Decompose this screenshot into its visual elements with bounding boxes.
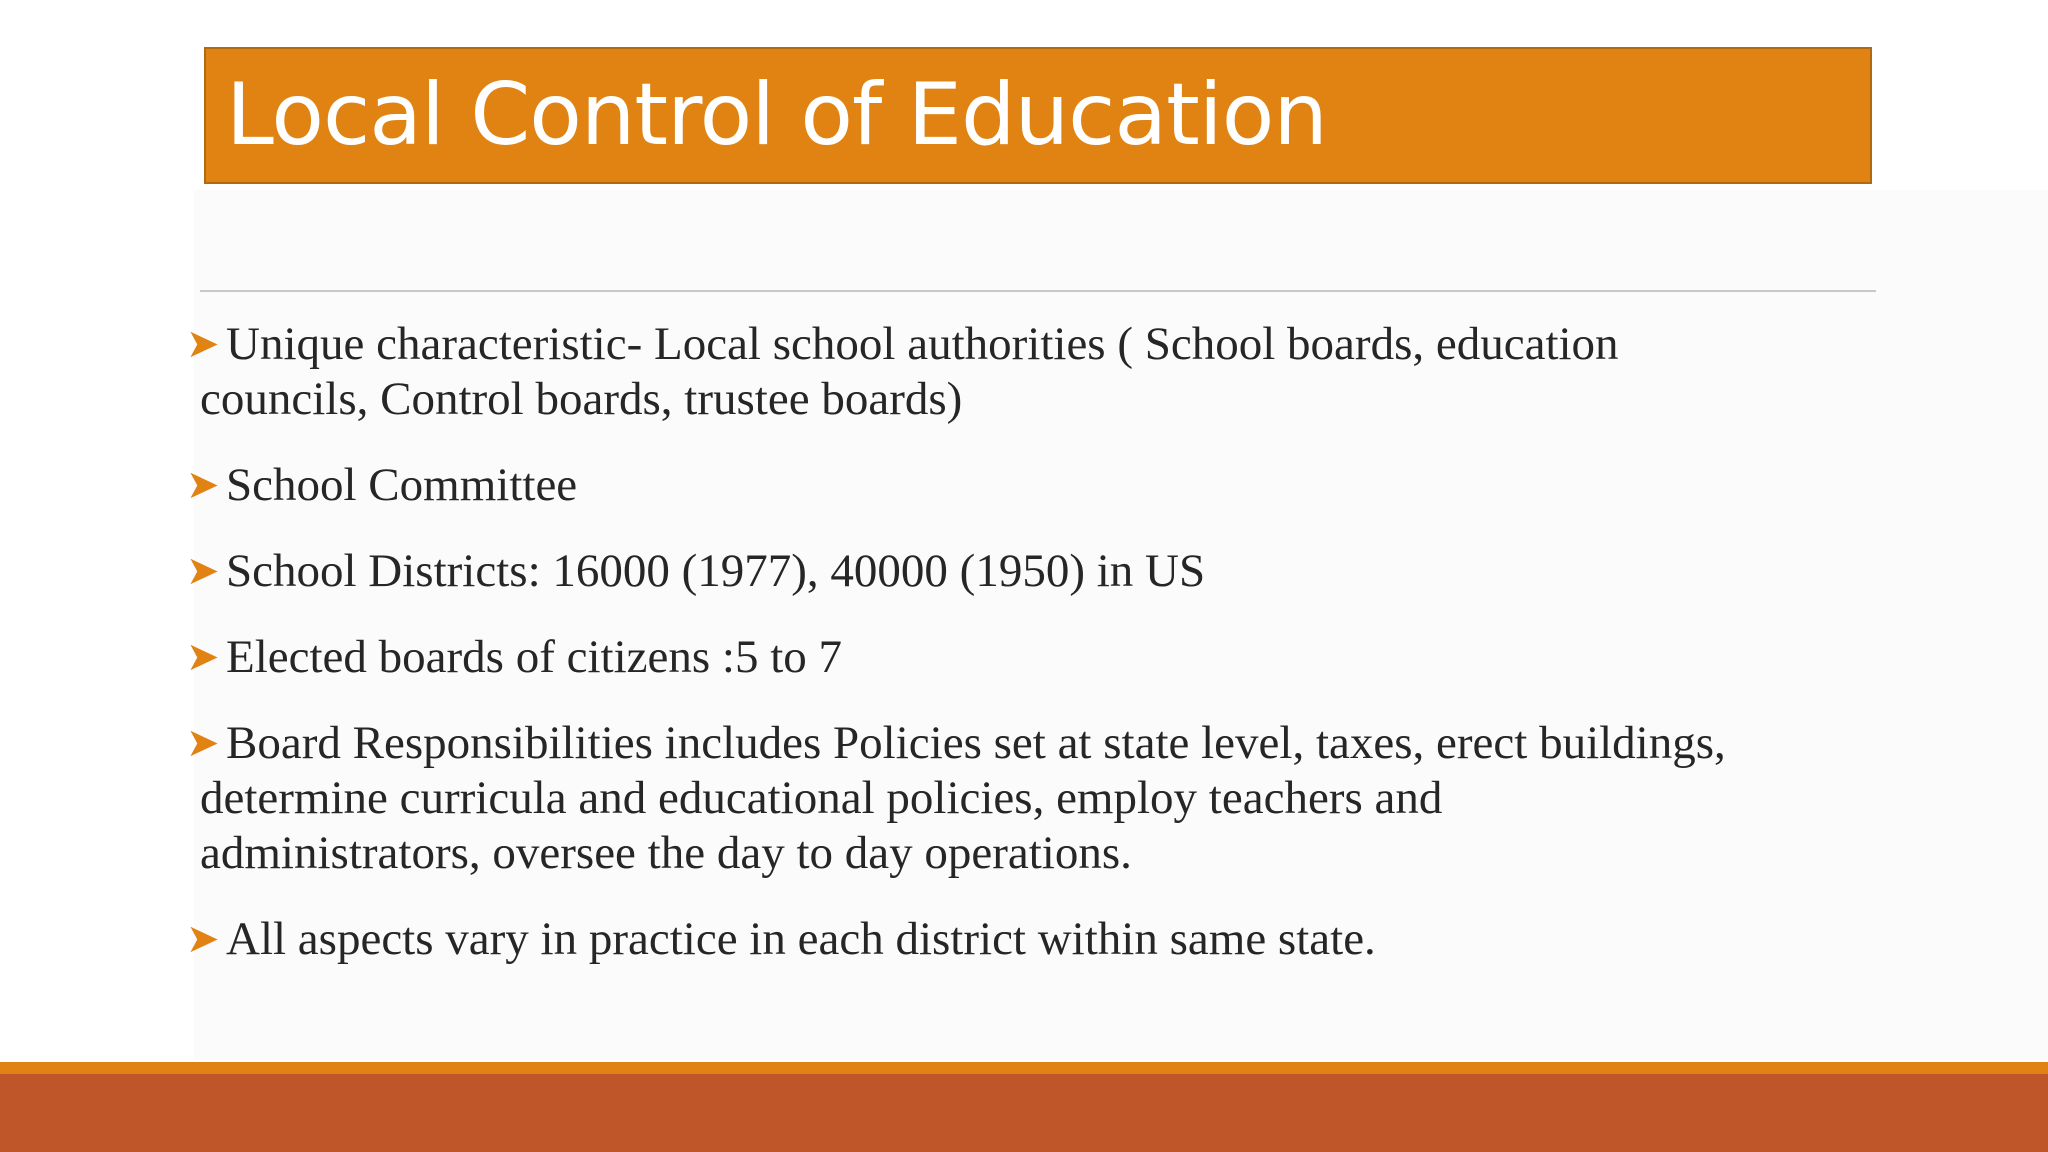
title-divider xyxy=(200,290,1876,292)
bullet-text-continuation: councils, Control boards, trustee boards) xyxy=(200,373,963,425)
bullet-text: School Committee xyxy=(226,459,578,511)
bullet-item xyxy=(186,715,1876,881)
footer-accent-stripe xyxy=(0,1062,2048,1074)
arrowhead-bullet-icon: ➤ xyxy=(186,548,220,593)
bullet-text: Board Responsibilities includes Policies set at state level, taxes, erect buildings, xyxy=(226,717,1726,769)
bullet-text: School Districts: 16000 (1977), 40000 (1950) in US xyxy=(226,545,1206,597)
footer-bar xyxy=(0,1074,2048,1152)
bullet-item xyxy=(186,457,1876,513)
bullet-item xyxy=(186,543,1876,599)
bullet-item xyxy=(186,629,1876,685)
arrowhead-bullet-icon: ➤ xyxy=(186,634,220,679)
bullet-text: All aspects vary in practice in each district within same state. xyxy=(226,913,1376,965)
bullet-text: Unique characteristic- Local school authorities ( School boards, education xyxy=(226,318,1619,370)
arrowhead-bullet-icon: ➤ xyxy=(186,462,220,507)
arrowhead-bullet-icon: ➤ xyxy=(186,321,220,366)
bullet-list xyxy=(186,316,1876,997)
bullet-item xyxy=(186,911,1876,967)
slide-title: Local Control of Education xyxy=(226,65,1327,165)
title-bar xyxy=(204,47,1872,184)
bullet-text-continuation: administrators, oversee the day to day operations. xyxy=(200,827,1132,879)
arrowhead-bullet-icon: ➤ xyxy=(186,916,220,961)
bullet-text-continuation: determine curricula and educational policies, employ teachers and xyxy=(200,772,1443,824)
bullet-item xyxy=(186,316,1876,427)
arrowhead-bullet-icon: ➤ xyxy=(186,720,220,765)
bullet-text: Elected boards of citizens :5 to 7 xyxy=(226,631,843,683)
